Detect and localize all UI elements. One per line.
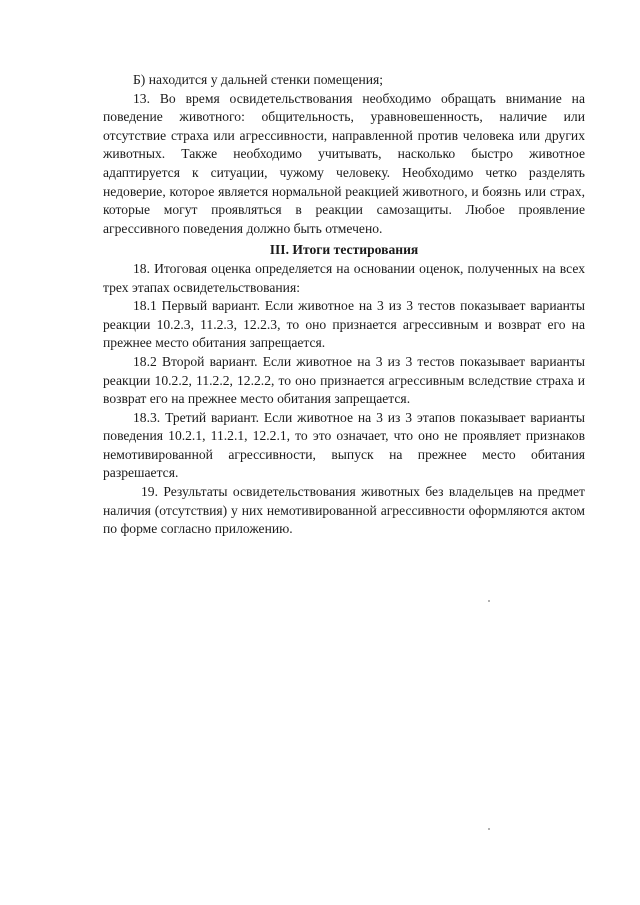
section-heading: III. Итоги тестирования — [269, 242, 419, 258]
paragraph-18: 18. Итоговая оценка определяется на основании оценок, полученных на всех трех этапах освидетельствования: — [103, 260, 585, 295]
paragraph-18-1: 18.1 Первый вариант. Если животное на 3 из 3 тестов показывает варианты реакции 10.2.3, 11.2.3, 12.2.3, то оно признается агрессивным и возврат его на прежнее место обитания запрещается. — [103, 298, 585, 351]
paragraph-13: 13. Во время освидетельствования необходимо обращать внимание на поведение животного: общительность, уравновешенность, наличие или отсутствие страха или агрессивности, направленной против человека или других животных. Также необходимо учитывать, насколько быстро животное адаптируется к ситуации, чужому человеку. Необходимо четко разделять недоверие, которое является нормальной реакцией животного, и боязнь или страх, которые могут проявляться в реакции самозащиты. Любое проявление агрессивного поведения должно быть отмечено. — [103, 90, 585, 236]
document-page — [103, 71, 585, 539]
paragraph-item-b: Б) находится у дальней стенки помещения; — [133, 72, 384, 87]
paragraph-18-3: 18.3. Третий вариант. Если животное на 3 из 3 этапов показывает варианты поведения 10.2.1, 11.2.1, 12.2.1, то это означает, что оно не проявляет признаков немотивированной агрессивности, выпуск на прежнее место обитания разрешается. — [103, 409, 585, 481]
scan-speck — [488, 828, 490, 830]
paragraph-18-2: 18.2 Второй вариант. Если животное на 3 из 3 тестов показывает варианты реакции 10.2.2, 11.2.2, 12.2.2, то оно признается агрессивным вследствие страха и возврат его на прежнее место обитания запрещается. — [103, 353, 585, 407]
paragraph-19: 19. Результаты освидетельствования животных без владельцев на предмет наличия (отсутствия) у них немотивированной агрессивности оформляются актом по форме согласно приложению. — [103, 484, 585, 537]
scan-speck — [488, 600, 490, 602]
